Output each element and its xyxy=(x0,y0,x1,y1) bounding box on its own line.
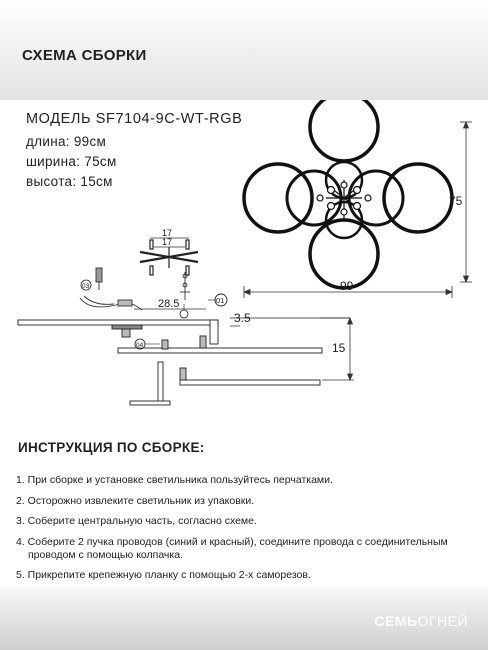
side-view xyxy=(18,318,350,405)
dim-label-17-a: 17 xyxy=(162,228,173,238)
dim-label-99: 99 xyxy=(340,279,354,293)
page-title: СХЕМА СБОРКИ xyxy=(22,47,147,64)
instruction-step: 3. Соберите центральную часть, согласно схеме. xyxy=(16,515,257,527)
ring-right xyxy=(384,164,452,232)
instructions-title: ИНСТРУКЦИЯ ПО СБОРКЕ: xyxy=(18,440,205,455)
instruction-step: 5. Прикрепите крепежную планку с помощью 2-х саморезов. xyxy=(16,569,311,581)
top-view-rings xyxy=(244,100,452,288)
instruction-step-4-line2: проводом с помощью колпачка. xyxy=(28,548,183,561)
dim-label-17-b: 17 xyxy=(162,237,173,247)
part-label-01: 01 xyxy=(216,296,225,305)
assembly-diagram xyxy=(0,100,488,430)
instruction-step: 2. Осторожно извлеките светильник из упаковки. xyxy=(16,494,255,507)
brand-light: ОГНЕЙ xyxy=(417,613,468,629)
ring-top xyxy=(310,100,378,161)
spec-length: длина: 99см xyxy=(26,134,107,149)
part-label-03: 03 xyxy=(82,283,90,290)
dim-label-28-5: 28.5 xyxy=(158,298,180,310)
dim-label-75: 75 xyxy=(449,194,463,208)
ring-bottom xyxy=(310,220,378,288)
instruction-step xyxy=(16,536,481,562)
part-label-04: 04 xyxy=(136,342,144,349)
spec-height: высота: 15см xyxy=(26,174,113,189)
instruction-step-4-line1: 4. Соберите 2 пучка проводов (синий и красный), соедините провода с соединительным xyxy=(16,535,448,548)
spec-model: МОДЕЛЬ SF7104-9C-WT-RGB xyxy=(26,111,243,127)
brand-bold: СЕМЬ xyxy=(374,613,418,629)
dim-label-15: 15 xyxy=(332,341,346,355)
brand-logo xyxy=(374,613,468,629)
part-02-marker xyxy=(180,304,188,318)
spec-width: ширина: 75см xyxy=(26,154,117,169)
fasteners xyxy=(180,272,190,300)
dim-label-3-5: 3.5 xyxy=(234,311,251,325)
instruction-step: 1. При сборке и установке светильника пользуйтесь перчатками. xyxy=(16,474,333,486)
